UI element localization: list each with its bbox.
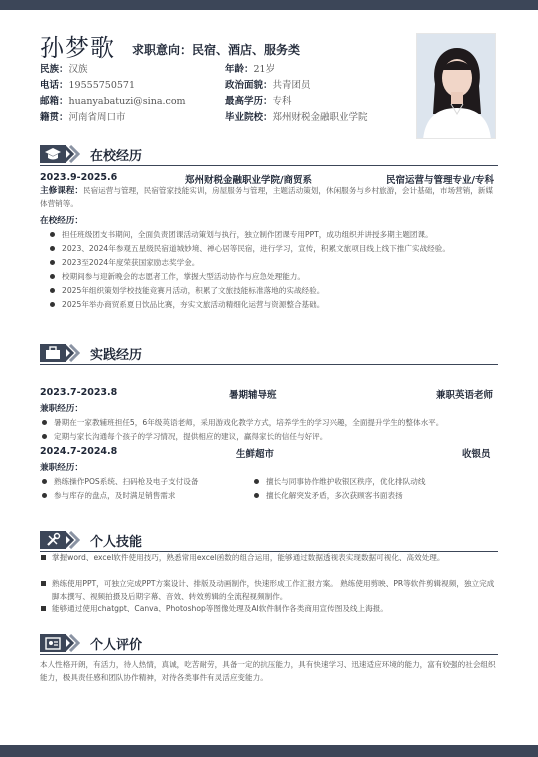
section-campus-title: 在校经历 bbox=[90, 149, 143, 164]
list-item: 2023、2024年参观五星级民宿道城妙境、禅心居等民宿，进行学习，宣传，积累文旅项目线上线下推广实战经验。 bbox=[62, 244, 450, 253]
section-divider bbox=[40, 364, 498, 365]
job-intent-value: 民宿、酒店、服务类 bbox=[192, 43, 301, 57]
job2-label: 兼职经历： bbox=[40, 463, 83, 473]
section-evaluation-title: 个人评价 bbox=[90, 638, 143, 653]
section-skills-header bbox=[40, 530, 498, 550]
info-school: 毕业院校：郑州财税金融职业学院 bbox=[225, 112, 368, 123]
profile-photo bbox=[416, 33, 496, 139]
job1-label: 兼职经历： bbox=[40, 404, 83, 414]
job-intent bbox=[132, 41, 300, 58]
campus-courses: 主修课程：民宿运营与管理，民宿管家技能实训，房屋服务与管理，主题活动策划，休闲服务与乡村旅游，会计基础，市场营销，新媒体营销等。 bbox=[40, 186, 494, 208]
candidate-name: 孙梦歌 bbox=[40, 34, 115, 62]
list-item: 校期间参与迎新晚会的志愿者工作，掌握大型活动协作与应急处理能力。 bbox=[62, 272, 305, 281]
list-item: 定期与家长沟通每个孩子的学习情况，提供相应的建议，赢得家长的信任与好评。 bbox=[54, 432, 328, 441]
list-item: 熟练操作POS系统、扫码枪及电子支付设备 bbox=[54, 477, 199, 486]
job-intent-label: 求职意向： bbox=[132, 43, 193, 57]
info-ethnicity: 民族：汉族 bbox=[40, 64, 88, 75]
list-item: 擅长化解突发矛盾，多次获顾客书面表扬 bbox=[266, 491, 403, 500]
list-item: 2023至2024年度荣获国家励志奖学金。 bbox=[62, 258, 200, 267]
info-political-status: 政治面貌：共青团员 bbox=[225, 80, 311, 91]
info-email: 邮箱：huanyabatuzi@sina.com bbox=[40, 96, 186, 107]
info-education: 最高学历：专科 bbox=[225, 96, 292, 107]
info-phone: 电话：19555750571 bbox=[40, 80, 136, 91]
chevron-right-icon bbox=[62, 344, 80, 362]
info-age: 年龄：21岁 bbox=[225, 64, 276, 75]
chevron-right-icon bbox=[62, 145, 80, 163]
section-practice-header bbox=[40, 343, 498, 363]
job2-org: 生鲜超市 bbox=[236, 449, 275, 460]
chevron-right-icon bbox=[62, 531, 80, 549]
campus-period: 2023.9-2025.6 bbox=[40, 172, 118, 183]
info-hometown: 籍贯：河南省周口市 bbox=[40, 112, 126, 123]
chevron-right-icon bbox=[62, 634, 80, 652]
section-campus-header bbox=[40, 144, 498, 164]
section-divider bbox=[40, 165, 498, 166]
job1-role: 兼职英语老师 bbox=[436, 390, 494, 401]
job1-org: 暑期辅导班 bbox=[229, 390, 277, 401]
section-evaluation-header bbox=[40, 633, 498, 653]
list-item: 熟练使用PPT，可独立完成PPT方案设计、排版及动画制作，快速形成工作汇报方案。 熟练使用剪映、PR等软件剪辑视频，独立完成脚本撰写、视频拍摄及后期字幕、音效、转效剪辑的全流程视频制作。 bbox=[52, 578, 498, 603]
campus-school: 郑州财税金融职业学院/商贸系 bbox=[185, 175, 312, 186]
bottom-accent-bar bbox=[0, 745, 538, 757]
campus-major: 民宿运营与管理专业/专科 bbox=[386, 175, 494, 186]
list-item: 能够通过使用chatgpt、Canva、Photoshop等图像处理及AI软件制作各类商用宣传图及线上海报。 bbox=[52, 603, 498, 616]
profile-photo-illustration bbox=[417, 34, 496, 139]
list-item: 参与库存的盘点，及时满足销售需求 bbox=[54, 491, 176, 500]
job2-role: 收银员 bbox=[462, 449, 491, 460]
job2-period: 2024.7-2024.8 bbox=[40, 446, 118, 457]
top-accent-bar bbox=[0, 0, 538, 10]
list-item: 担任班级团支书期间，全面负责团课活动策划与执行，独立制作团课专用PPT，成功组织并讲授多期主题团课。 bbox=[62, 230, 433, 239]
campus-exp-label: 在校经历： bbox=[40, 216, 83, 226]
section-practice-title: 实践经历 bbox=[90, 348, 143, 363]
list-item: 2025年举办商贸系夏日饮品比赛，夯实文旅活动精细化运营与资源整合基础。 bbox=[62, 300, 325, 309]
section-skills-title: 个人技能 bbox=[90, 535, 143, 550]
list-item: 2025年组织策划学校技能竞赛月活动，积累了文旅技能标准落地的实战经验。 bbox=[62, 286, 325, 295]
list-item: 擅长与同事协作维护收银区秩序，优化排队动线 bbox=[266, 477, 426, 486]
list-item: 掌握word、excel软件使用技巧，熟悉常用excel函数的组合运用，能够通过数据透视表实现数据可视化、高效处理。 bbox=[52, 552, 498, 565]
evaluation-text: 本人性格开朗，有活力，待人热情，真诚，吃苦耐劳，具备一定的抗压能力，具有快速学习、迅速适应环境的能力，富有较强的社会组织能力，极具责任感和团队协作精神，对待各类事件有灵活应变能力。 bbox=[40, 660, 496, 682]
section-divider bbox=[40, 654, 498, 655]
list-item: 暑期在一家教辅班担任5，6年级英语老师，采用游戏化教学方式，培养学生的学习兴趣，全面提升学生的整体水平。 bbox=[54, 418, 444, 427]
job1-period: 2023.7-2023.8 bbox=[40, 387, 118, 398]
